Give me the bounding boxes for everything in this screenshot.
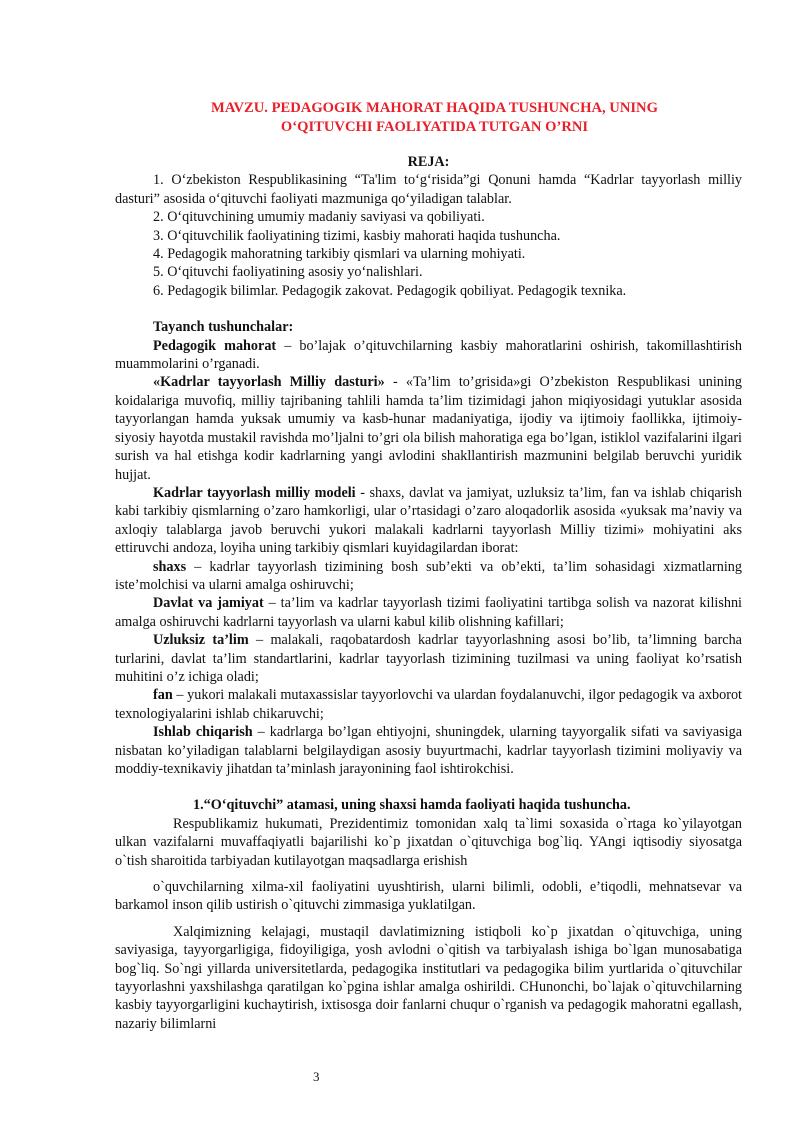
concept-item bbox=[115, 594, 742, 631]
plan-item: 2. O‘qituvchining umumiy madaniy saviyasi va qobiliyati. bbox=[153, 209, 485, 226]
concept-text: - shaxs, davlat va jamiyat, uzluksiz ta’lim, fan va ishlab chiqarish kabi tarkibiy qismlarning o’zaro hamkorligi, ular o’rtasidagi o’zaro aloqadorlik asosida «yuksak ma’naviy va axloqiy talablarga javob beruvchi yukori malakali kadrlarni tayyorlash Milliy tizimi» mohiyatini aks ettiruvchi andoza, loyiha uning tarkibiy qismlari kuyidagilardan iborat: bbox=[115, 484, 742, 557]
concept-term: Kadrlar tayyorlash milliy modeli bbox=[153, 484, 356, 501]
body-paragraph: Xalqimizning kelajagi, mustaqil davlatimizning istiqboli ko`p jixatdan o`qituvchiga, uning saviyasiga, tayyorgarligiga, fidoyiligiga, yosh avlodni o`qitish va tarbiyalash ishiga bo`lgan munosabatiga bog`liq. So`ngi yillarda universitetlarda, pedagogika institutlari va pedagogika bilim yurtlarida o`qituvchilar tayyorlashni yaxshilashga qaratilgan ko`pgina ishlar amalga oshirildi. CHunonchi, bo`lajak o`qituvchilarning kasbiy tayyorgarligini kuchaytirish, ixtisosga doir fanlarni chuqur o`rganish va pedagogik mahoratni egallash, nazariy bilimlarni bbox=[115, 923, 742, 1032]
concept-item bbox=[115, 723, 742, 778]
concept-text: – bo’lajak o’qituvchilarning kasbiy mahoratlarini oshirish, takomillashtirish muammolarini o’rganadi. bbox=[115, 337, 742, 373]
concept-item bbox=[115, 337, 742, 374]
body-paragraph: Respublikamiz hukumati, Prezidentimiz tomonidan xalq ta`limi soxasida o`rtaga ko`yilayotgan ulkan vazifalarni muvaffaqiyatli bajarilishi ko`p jixatdan o`qituvchiga bog`liq. YAngi iqtisodiy siyosatga o`tish sharoitida tarbiyadan kutilayotgan maqsadlarga erishish bbox=[115, 815, 742, 869]
concept-term: Pedagogik mahorat bbox=[153, 337, 277, 354]
concept-item bbox=[115, 373, 742, 483]
concept-term: Uzluksiz ta’lim bbox=[153, 632, 249, 649]
page-number: 3 bbox=[313, 1069, 320, 1084]
page-content bbox=[115, 99, 742, 1033]
concept-term: Ishlab chiqarish bbox=[153, 724, 253, 741]
plan-item: 1. O‘zbekiston Respublikasining “Ta'lim to‘g‘risida”gi Qonuni hamda “Kadrlar tayyorlash milliy dasturi” asosida o‘qituvchi faoliyati mazmuniga qo‘yiladigan talablar. bbox=[115, 172, 742, 207]
concepts-heading: Tayanch tushunchalar: bbox=[153, 319, 294, 336]
concept-item bbox=[115, 631, 742, 686]
plan-item: 6. Pedagogik bilimlar. Pedagogik zakovat. Pedagogik qobiliyat. Pedagogik texnika. bbox=[153, 282, 627, 299]
concept-item bbox=[115, 558, 742, 595]
concept-text: - «Ta’lim to’grisida»gi O’zbekiston Respublikasi unining koidalariga muvofiq, milliy tajribaning tahlili hamda ta’lim tizimidagi jahon miqiyosidagi yutuklar asosida tayyorlangan hamda yuksak umumiy va kasb-hunar madaniyatiga, ijodiy va ijtimoiy faollikka, ijtimoiy-siyosiy hayotda mustakil ravishda mo’ljalni to’gri ola bilish mahoratiga ega bo’lgan, istiklol vazifalarini ilgari surish va hal etishga kodir kadrlarning yangi avlodini shakllantirish mazmunini belgilab beruvchi yuridik hujjat. bbox=[115, 374, 742, 483]
concept-term: «Kadrlar tayyorlash Milliy dasturi» bbox=[153, 374, 385, 391]
plan-item: 5. O‘qituvchi faoliyatining asosiy yo‘nalishlari. bbox=[153, 264, 423, 281]
concept-term: shaxs bbox=[153, 558, 187, 575]
plan-heading: REJA: bbox=[407, 154, 450, 170]
plan-item: 3. O‘qituvchilik faoliyatining tizimi, kasbiy mahorati haqida tushuncha. bbox=[153, 227, 561, 244]
concept-item bbox=[115, 484, 742, 558]
plan-list bbox=[115, 171, 742, 300]
title-line-2: O‘QITUVCHI FAOLIYATIDA TUTGAN O’RNI bbox=[280, 119, 589, 135]
concept-term: fan bbox=[153, 687, 173, 704]
concepts-list bbox=[115, 337, 742, 779]
concept-text: – kadrlar tayyorlash tizimining bosh sub’ekti va ob’ekti, ta’lim sohasidagi xizmatlarning iste’molchisi va ularni amalga oshiruvchi; bbox=[115, 558, 742, 593]
section-heading: 1.“O‘qituvchi” atamasi, uning shaxsi hamda faoliyati haqida tushuncha. bbox=[193, 797, 631, 814]
document-title bbox=[127, 99, 742, 137]
concept-text: – ta’lim va kadrlar tayyorlash tizimi faoliyatini tartibga solish va nazorat kilishni amalga oshiruvchi kadrlarni tayyorlash va ularni kabul kilib olishning kafillari; bbox=[115, 595, 742, 630]
title-line-1: MAVZU. PEDAGOGIK MAHORAT HAQIDA TUSHUNCHA, UNING bbox=[211, 100, 658, 116]
concept-text: – kadrlarga bo’lgan ehtiyojni, shuningdek, ularning tayyorgalik sifati va saviyasiga nisbatan ko’yiladigan talablarni belgilaydigan asosiy buyurtmachi, kadrlar tayyorlash tizimini moliyaviy va moddiy-texnikaviy jihatdan ta’minlash jarayonining faol ishtirokchisi. bbox=[115, 724, 742, 777]
body-paragraph: o`quvchilarning xilma-xil faoliyatini uyushtirish, ularni bilimli, odobli, e’tiqodli, mehnatsevar va barkamol inson qilib ustirish o`qituvchi zimmasiga yuklatilgan. bbox=[115, 879, 742, 914]
concept-text: – yukori malakali mutaxassislar tayyorlovchi va ulardan foydalanuvchi, ilgor pedagogik va axborot texnologiyalarini ishlab chikaruvchi; bbox=[115, 687, 742, 722]
concept-text: – malakali, raqobatardosh kadrlar tayyorlashning asosi bo’lib, ta’limning barcha turlarini, davlat ta’lim standartlarini, kadrlar tayyorlash tizimining tuzilmasi va uning faoliyat ko’rsatish muhitini o’z ichiga oladi; bbox=[115, 632, 742, 685]
plan-item: 4. Pedagogik mahoratning tarkibiy qismlari va ularning mohiyati. bbox=[153, 246, 526, 263]
concept-item bbox=[115, 686, 742, 723]
concept-term: Davlat va jamiyat bbox=[153, 595, 264, 612]
